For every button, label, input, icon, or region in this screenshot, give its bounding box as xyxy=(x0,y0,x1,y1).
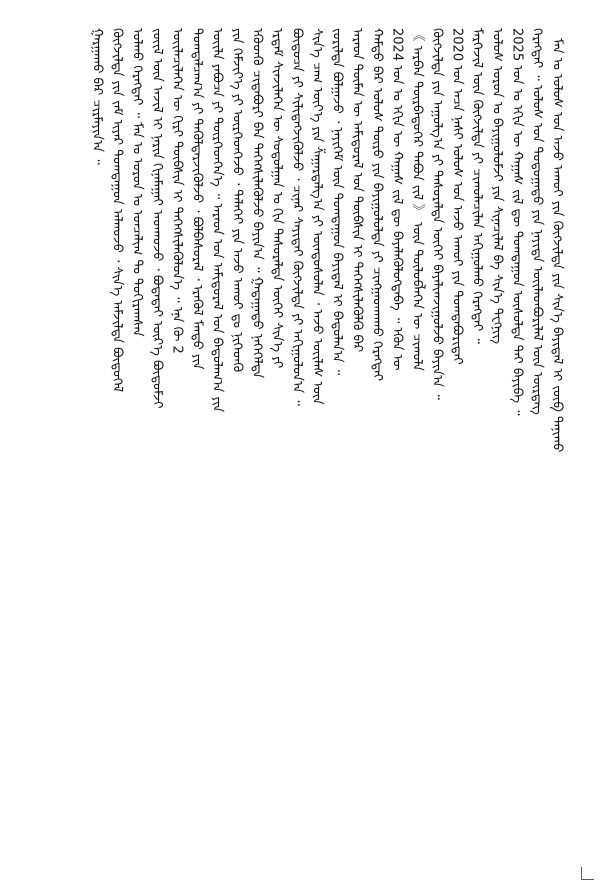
text-line: 2025 ᠣᠨ ᠤ ᠡᠬᠢᠨ ᠦ ᠬᠠᠭᠠᠰ ᠵᠢᠯ ᠳᠦ ᠲᠣᠭᠲᠠᠭᠤᠨ ᠥᠰᠦᠯᠲᠡ ᠲᠡᠢ ᠪᠠᠶᠢᠪᠠ ᠃ xyxy=(510,28,525,416)
text-line: ᠬᠥᠭᠵᠢᠯᠲᠡ ᠶᠢᠨ ᠠᠭᠤᠯᠭ᠎ᠠ ᠶᠢ ᠲᠠᠰᠤᠷᠠᠯᠲᠠ ᠦᠭᠡᠢ ᠪᠠᠶᠠᠯᠢᠭᠵᠢᠭᠤᠯᠵᠤ ᠪᠠᠶᠢᠨ᠎ᠠ ᠃ xyxy=(430,28,445,400)
text-line: ᠪᠦᠲᠦᠴᠡ ᠶᠢ ᠰᠢᠯᠢᠳᠡᠭᠵᠢᠭᠦᠯᠵᠦ ᠂ ᠴᠢᠨᠠᠷ ᠰᠠᠶᠢᠲᠠᠢ ᠬᠥᠭᠵᠢᠯᠲᠡ ᠶᠢ ᠠᠬᠢᠭᠤᠯᠤᠨ᠎ᠠ ᠃ xyxy=(290,28,305,406)
text-line: ᠠᠷᠠᠳ ᠲᠦᠮᠡᠨ ᠦ ᠠᠮᠢᠳᠤᠷᠠᠯ ᠤᠨ ᠲᠦᠪᠰᠢᠨ ᠢ ᠳᠡᠭᠡᠭᠰᠢᠯᠡᠭᠦᠯᠬᠦ ᠪᠡᠷ xyxy=(350,28,365,353)
text-line: ᠮᠠᠨ ᠤ ᠤᠯᠤᠰ ᠤᠨ ᠠᠵᠤ ᠠᠬᠤᠢ ᠶᠢᠨ ᠬᠥᠭᠵᠢᠯᠲᠡ ᠶᠢᠨ ᠰᠢᠨ᠎ᠡ ᠪᠠᠶᠢᠳᠠᠯ ᠢ ᠵᠥᠪ ᠲᠠᠨᠢᠬᠤ xyxy=(550,38,565,453)
text-line: ᠰᠢᠨ᠎ᠡ ᠴᠠᠭ ᠦᠶ᠎ᠡ ᠶᠢᠨ ᠱᠠᠭᠠᠷᠳᠠᠯᠭ᠎ᠠ ᠶᠢ ᠦᠨᠳᠦᠰᠦᠯᠡᠨ ᠂ ᠠᠵᠤ ᠦᠢᠯᠡᠰ ᠦᠨ xyxy=(310,28,325,405)
text-line: ᠶᠢᠨ ᠬᠡᠮᠵᠢᠶ᠎ᠡ ᠶᠢ ᠥᠷᠭᠡᠳᠬᠡᠵᠦ ᠂ ᠳᠡᠯᠡᠬᠡᠢ ᠶᠢᠨ ᠠᠵᠤ ᠠᠬᠤᠢ ᠳᠤ ᠨᠢᠭᠡᠳᠬᠦ xyxy=(230,28,245,373)
text-line: ᠭᠠᠷᠭᠠᠬᠤ ᠪᠠᠷ ᠴᠢᠷᠮᠠᠶᠢᠨ᠎ᠠ ᠃ xyxy=(90,28,105,165)
text-line: ᠡᠭᠦᠳᠬᠦ ᠴᠢᠳᠠᠪᠤᠷᠢ ᠪᠠᠨ ᠳᠡᠭᠡᠭᠰᠢᠯᠡᠭᠦᠯᠵᠦ ᠪᠠᠶᠢᠨ᠎ᠠ ᠃ ᠭᠠᠳᠠᠭᠠᠳᠤ ᠨᠡᠭᠡᠭᠡᠯᠲᠡ xyxy=(250,28,265,379)
text-line: 2020 ᠣᠨ ᠠᠴᠠ ᠨᠠᠰᠢ ᠤᠯᠤᠰ ᠤᠨ ᠠᠵᠤ ᠠᠬᠤᠢ ᠶᠢᠨ ᠲᠣᠭᠲᠠᠪᠤᠷᠢᠲᠠᠢ xyxy=(450,28,465,365)
page-corner-marker xyxy=(581,867,594,880)
text-line: ᠲᠣᠭᠲᠠᠯᠴᠠᠭ᠎ᠠ ᠶᠢ ᠲᠡᠭᠦᠯᠳᠡᠷᠵᠢᠭᠦᠯᠵᠦ ᠂ ᠪᠣᠯᠪᠠᠰᠤᠷᠠᠯ ᠂ ᠡᠷᠡᠭᠦᠯ ᠮᠡᠨᠳᠦ ᠶᠢᠨ xyxy=(190,28,205,370)
text-line: ᠬᠡᠷᠡᠭᠲᠡᠢ ᠃ ᠤᠯᠤᠰ ᠤᠨ ᠳᠣᠲᠣᠭᠠᠳᠤ ᠶᠢᠨ ᠨᠡᠶᠢᠲᠡ ᠦᠢᠯᠡᠳᠪᠦᠷᠢᠯᠡᠯ ᠦᠨ ᠦᠷᠲᠡᠭ xyxy=(530,28,545,415)
document-body xyxy=(30,28,570,856)
text-line: ᠬᠥᠭᠵᠢᠯᠲᠡ ᠶᠢᠨ ᠵᠠᠮ ᠢᠶᠠᠷ ᠲᠣᠭᠲᠠᠭᠤᠨ ᠠᠯᠬᠤᠵᠤ ᠂ ᠰᠢᠨ᠎ᠡ ᠠᠮᠵᠢᠯᠲᠠ ᠪᠦᠲᠦᠭᠡᠯ xyxy=(110,28,125,393)
text-line: ᠡᠷᠳᠡᠮ ᠰᠢᠨᠵᠢᠯᠡᠭᠡᠨ ᠦ ᠰᠤᠳᠤᠯᠭᠠᠨ ᠤ ᠬᠢᠨ ᠲᠠᠰᠤᠷᠠᠯᠲᠠ ᠦᠭᠡᠢ ᠰᠢᠨ᠎ᠡ ᠶᠢ xyxy=(270,28,285,369)
text-line: ᠦᠢᠯᠡ ᠶᠠᠪᠤᠴᠠ ᠶᠢ ᠲᠦᠷᠭᠡᠳᠬᠡᠨ᠎ᠡ ᠃ ᠠᠷᠠᠳ ᠤᠨ ᠠᠮᠢᠳᠤᠷᠠᠯ ᠤᠨ ᠪᠠᠲᠤᠯᠠᠭ᠎ᠠ ᠶᠢᠨ xyxy=(210,28,225,413)
text-line: 《 ᠠᠷᠪᠠᠨ ᠳᠥᠷᠪᠡᠳᠦᠭᠡᠷ ᠲᠠᠪᠤᠨ ᠵᠢᠯ 》 ᠦᠨ ᠲᠥᠯᠥᠪᠯᠡᠭᠡᠨ ᠦ ᠴᠢᠬᠤᠯᠠ xyxy=(410,28,425,372)
text-line: ᠬᠠᠮᠲᠤ ᠪᠠᠷ ᠤᠯᠤᠰ ᠲᠥᠷᠥ ᠶᠢᠨ ᠪᠠᠶᠢᠭᠤᠯᠤᠯᠲᠠ ᠶᠢ ᠴᠢᠩᠭᠠᠳᠬᠠᠬᠤ ᠬᠡᠷᠡᠭᠲᠡᠢ xyxy=(370,28,385,382)
text-line: ᠵᠦᠢᠯ ᠦᠨ ᠠᠵᠢᠯ ᠢ ᠨᠠᠷᠢᠨ ᠬᠢᠨᠠᠮᠠᠭᠠᠢ ᠠᠳᠬᠤᠵᠤ ᠂ ᠪᠣᠳᠠᠲᠠᠢ ᠦᠷ᠎ᠡ ᠪᠦᠲᠦᠮᠵᠢ xyxy=(150,28,165,409)
text-line: ᠦᠢᠯᠡᠴᠢᠯᠡᠭᠡᠨ ᠦ ᠬᠢᠷᠢ ᠲᠦᠪᠰᠢᠨ ᠢ ᠳᠡᠭᠡᠭᠰᠢᠯᠡᠭᠦᠯᠦᠨ᠎ᠡ ᠃ ᠡᠨᠡ ᠬᠦ 2 xyxy=(170,28,185,354)
text-line: ᠣᠯᠬᠤ ᠬᠡᠷᠡᠭᠲᠡᠢ ᠃ ᠮᠠᠨ ᠤ ᠣᠷᠣᠨ ᠤ ᠣᠨᠴᠠᠯᠢᠭ ᠲᠤ ᠲᠣᠬᠢᠷᠠᠭᠰᠠᠨ xyxy=(130,28,145,337)
text-line: ᠵᠣᠷᠢᠯᠲᠠ ᠪᠣᠯᠭᠠᠵᠤ ᠂ ᠨᠡᠶᠢᠭᠡᠮ ᠦᠨ ᠲᠣᠭᠲᠠᠭᠤᠨ ᠪᠠᠶᠢᠳᠠᠯ ᠢ ᠪᠠᠲᠤᠯᠠᠨ᠎ᠠ ᠃ xyxy=(330,28,345,376)
text-line: ᠤᠯᠤᠰ ᠣᠷᠣᠨ ᠤ ᠪᠠᠶᠢᠭᠤᠯᠤᠮᠵᠢ ᠶᠢᠨ ᠰᠢᠨᠡᠴᠢᠯᠡᠯ ᠪᠠ ᠰᠢᠨ᠎ᠡ ᠲᠧᠭᠨᠢᠭ xyxy=(490,28,505,344)
text-line: 2024 ᠣᠨ ᠤ ᠡᠬᠢᠨ ᠦ ᠬᠠᠭᠠᠰ ᠵᠢᠯ ᠳᠦ ᠪᠡᠶᠡᠯᠡᠭᠦᠯᠦᠭᠳᠡᠪᠡ ᠃ ᠡᠭᠦᠨ ᠦ xyxy=(390,28,405,371)
text-line: ᠮᠡᠷᠭᠡᠵᠢᠯ ᠦᠨ ᠬᠥᠭᠵᠢᠯᠲᠡ ᠶᠢ ᠴᠢᠬᠤᠯᠠᠴᠢᠯᠠᠨ ᠠᠬᠢᠭᠤᠯᠬᠤ ᠬᠡᠷᠡᠭᠲᠡᠢ ᠃ xyxy=(470,28,485,344)
